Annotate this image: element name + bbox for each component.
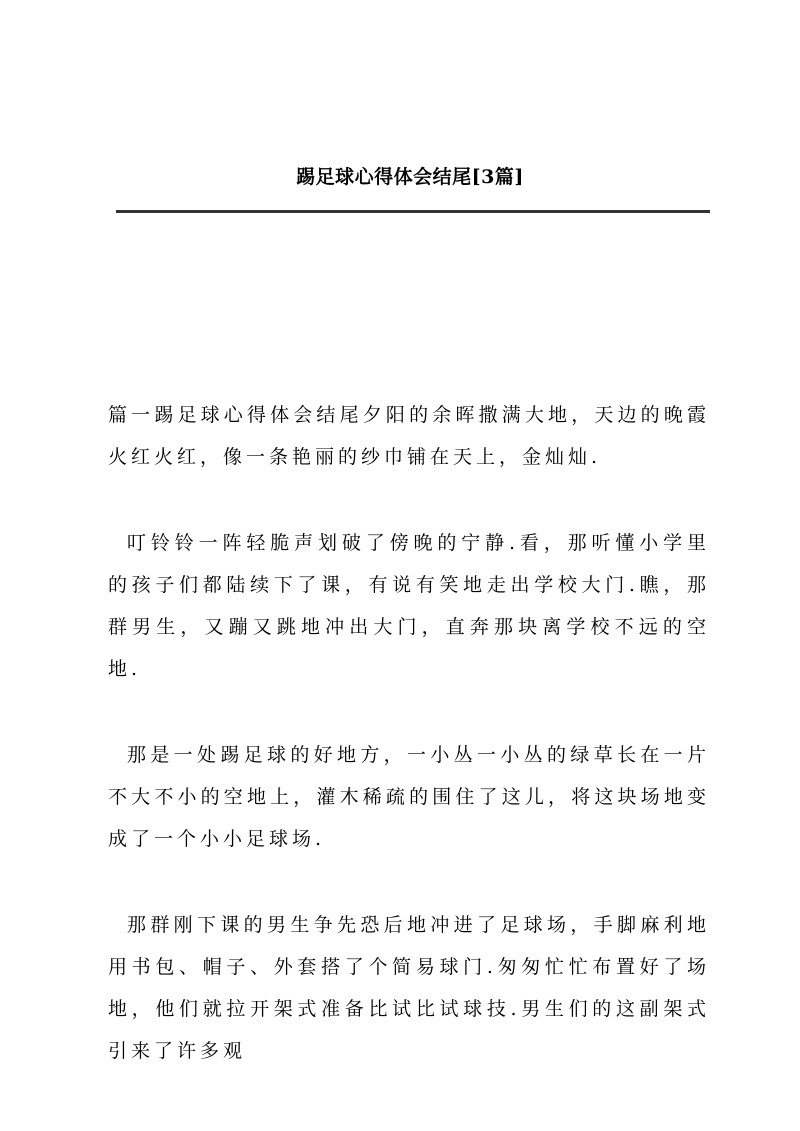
document-body [108, 394, 710, 1116]
paragraph-3: 那是一处踢足球的好地方，一小丛一小丛的绿草长在一片不大不小的空地上，灌木稀疏的围住了这儿，将这块场地变成了一个小小足球场. [108, 744, 710, 850]
paragraph-4: 那群刚下课的男生争先恐后地冲进了足球场，手脚麻利地用书包、帽子、外套搭了个简易球门.匆匆忙忙布置好了场地，他们就拉开架式准备比试比试球技.男生们的这副架式引来了许多观 [108, 914, 710, 1062]
paragraph-1: 篇一踢足球心得体会结尾夕阳的余晖撒满大地，天边的晚霞火红火红，像一条艳丽的纱巾铺在天上，金灿灿. [108, 404, 710, 468]
paragraph-2: 叮铃铃一阵轻脆声划破了傍晚的宁静.看，那听懂小学里的孩子们都陆续下了课，有说有笑地走出学校大门.瞧，那群男生，又蹦又跳地冲出大门，直奔那块离学校不远的空地. [108, 532, 710, 680]
title-underline [116, 210, 710, 213]
document-title: 踢足球心得体会结尾[3篇] [296, 166, 524, 188]
